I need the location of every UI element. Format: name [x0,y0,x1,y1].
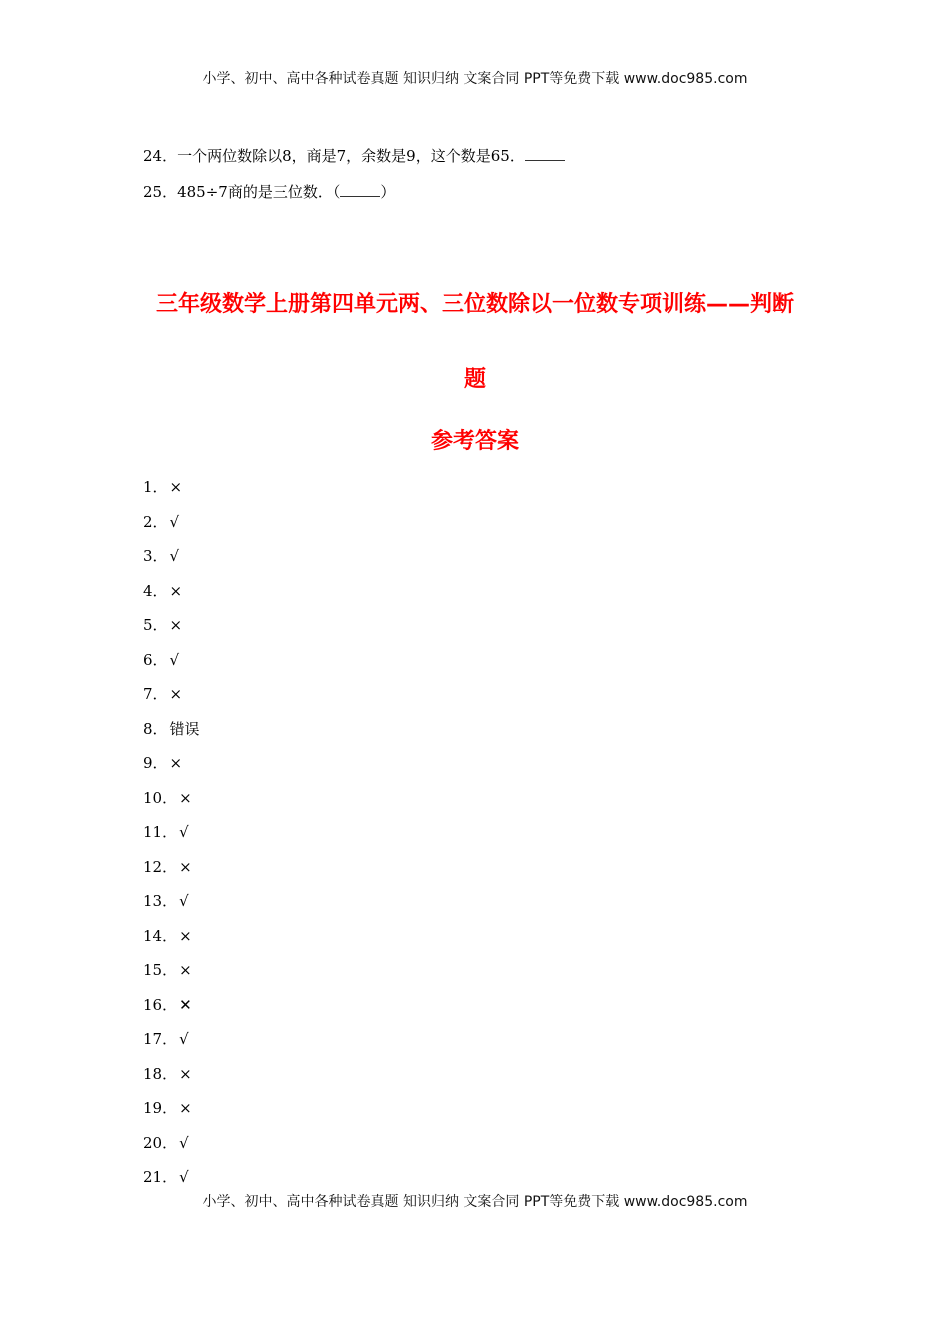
answer-value: × [169,478,183,496]
answer-item [143,926,200,961]
page-footer: 小学、初中、高中各种试卷真题 知识归纳 文案合同 PPT等免费下载 www.doc985.com [202,1194,748,1210]
answer-number: 20． [143,1133,178,1152]
question-text: 一个两位数除以8，商是7，余数是9，这个数是65． [177,147,525,165]
answer-value: × [179,1099,192,1117]
question-number: 24． [143,147,178,165]
question-text: 485÷7商的是三位数．（ [177,183,341,201]
answer-value: × [169,581,183,600]
answer-item [143,477,200,512]
answer-value: 错误 [169,719,200,738]
answer-number: 8． [143,719,168,738]
answer-number: 15． [143,961,178,979]
answer-number: 4． [143,581,168,600]
answer-number: 17． [143,1030,178,1048]
answer-item [143,546,200,581]
answer-value: √ [169,547,180,565]
answer-item [143,1029,200,1064]
answer-value: × [179,961,192,979]
answer-value: × [179,926,192,945]
title-line-2: 题 [463,367,486,392]
answer-number: 9． [143,754,168,772]
answer-value: √ [179,1168,189,1186]
answer-number: 19． [143,1099,178,1117]
answer-number: 14． [143,926,178,945]
answer-number: 1． [143,478,168,496]
answer-item [143,512,200,547]
answer-number: 16． [143,995,178,1014]
title-line-1: 三年级数学上册第四单元两、三位数除以一位数专项训练——判断 [155,292,794,317]
question-number: 25． [143,183,178,201]
answer-item [143,822,200,857]
answer-item [143,581,200,616]
answer-item [143,719,200,754]
answer-item [143,615,200,650]
answer-value: × [169,754,183,772]
answer-number: 10． [143,788,178,807]
answer-item [143,650,200,685]
answer-number: 18． [143,1064,178,1083]
answer-number: 3． [143,547,168,565]
answer-value: √ [169,512,180,531]
answer-item [143,788,200,823]
answer-value: √ [179,823,189,841]
answer-value: √ [179,1030,189,1048]
answer-value: √ [179,1133,189,1152]
answer-item [143,857,200,892]
answer-item [143,891,200,926]
answer-item [143,1133,200,1168]
answer-value: × [179,1064,192,1083]
answer-value: × [169,685,183,703]
answer-number: 11． [143,823,178,841]
answer-number: 6． [143,650,168,669]
question-suffix: ） [380,183,396,201]
answer-number: 13． [143,892,178,910]
answer-item [143,960,200,995]
answer-number: 21． [143,1168,178,1186]
answer-value: ✕ [179,995,192,1014]
answer-value: × [179,857,192,876]
answer-item [143,995,200,1030]
answer-blank[interactable] [340,182,380,197]
answer-value: √ [179,892,189,910]
answer-value: √ [169,650,180,669]
answer-value: × [179,788,192,807]
answer-key-heading: 参考答案 [430,429,519,454]
answer-list [143,477,200,1202]
answer-number: 7． [143,685,168,703]
question-25 [143,182,395,202]
answer-value: × [169,616,183,634]
answer-item [143,684,200,719]
answer-item [143,753,200,788]
answer-number: 5． [143,616,168,634]
answer-number: 2． [143,512,168,531]
answer-item [143,1098,200,1133]
answer-number: 12． [143,857,178,876]
answer-item [143,1064,200,1099]
question-24 [143,146,565,166]
answer-blank[interactable] [525,146,565,161]
page-header: 小学、初中、高中各种试卷真题 知识归纳 文案合同 PPT等免费下载 www.doc985.com [202,71,748,87]
